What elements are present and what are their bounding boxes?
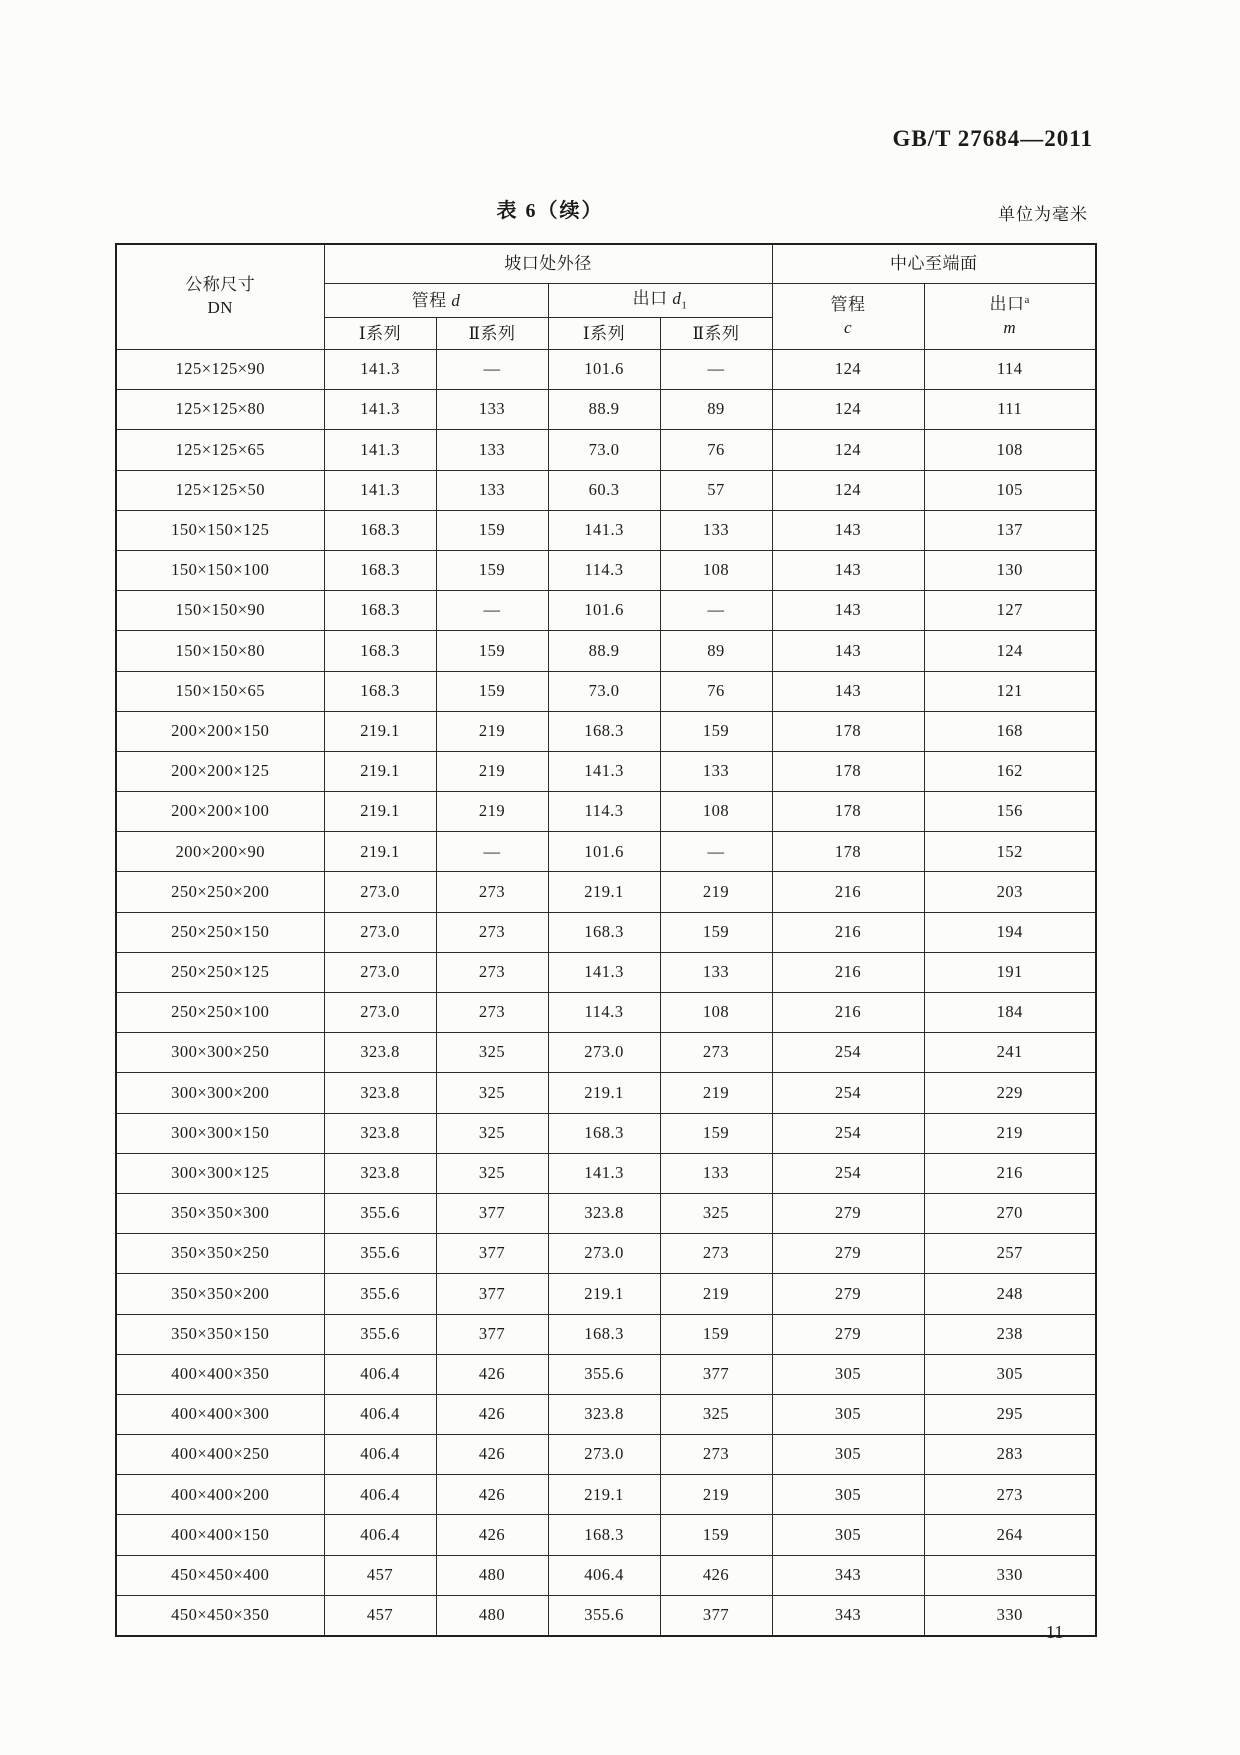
dn-cell: 150×150×80 (116, 631, 324, 671)
value-cell: 76 (660, 671, 772, 711)
dn-cell: 400×400×150 (116, 1515, 324, 1555)
value-cell: 159 (660, 912, 772, 952)
dn-cell: 300×300×200 (116, 1073, 324, 1113)
value-cell: 325 (436, 1033, 548, 1073)
value-cell: 76 (660, 430, 772, 470)
value-cell: 101.6 (548, 832, 660, 872)
value-cell: — (660, 832, 772, 872)
dn-cell: 400×400×300 (116, 1394, 324, 1434)
value-cell: 273 (660, 1435, 772, 1475)
value-cell: 219.1 (324, 751, 436, 791)
dn-cell: 350×350×250 (116, 1234, 324, 1274)
value-cell: 254 (772, 1153, 924, 1193)
value-cell: 114.3 (548, 993, 660, 1033)
value-cell: 159 (660, 1314, 772, 1354)
value-cell: 184 (924, 993, 1096, 1033)
dn-cell: 250×250×125 (116, 952, 324, 992)
value-cell: 162 (924, 751, 1096, 791)
value-cell: 141.3 (548, 510, 660, 550)
table-title: 表 6（续） (496, 200, 604, 222)
value-cell: 88.9 (548, 390, 660, 430)
value-cell: 480 (436, 1595, 548, 1636)
run-d-symbol: d (451, 290, 461, 310)
value-cell: 305 (772, 1475, 924, 1515)
value-cell: 305 (772, 1354, 924, 1394)
value-cell: 254 (772, 1113, 924, 1153)
header-cell-run-c (772, 284, 924, 350)
header-row-groups (116, 244, 1096, 284)
dn-cell: 450×450×350 (116, 1595, 324, 1636)
value-cell: 323.8 (324, 1153, 436, 1193)
value-cell: 168.3 (324, 671, 436, 711)
value-cell: 323.8 (324, 1113, 436, 1153)
value-cell: 279 (772, 1314, 924, 1354)
dn-cell: 200×200×150 (116, 711, 324, 751)
value-cell: 273 (436, 872, 548, 912)
value-cell: 73.0 (548, 430, 660, 470)
value-cell: 141.3 (548, 751, 660, 791)
series2-d1-label: Ⅱ系列 (692, 323, 740, 343)
value-cell: 216 (772, 952, 924, 992)
value-cell: 219.1 (548, 1073, 660, 1113)
value-cell: 141.3 (324, 470, 436, 510)
value-cell: 133 (436, 430, 548, 470)
table-row (116, 1354, 1096, 1394)
value-cell: 273 (436, 952, 548, 992)
table-row (116, 1475, 1096, 1515)
value-cell: 178 (772, 711, 924, 751)
dn-cell: 200×200×125 (116, 751, 324, 791)
header-cell-series1-d1 (548, 318, 660, 350)
table-row (116, 1435, 1096, 1475)
table-row (116, 1234, 1096, 1274)
unit-note: 单位为毫米 (998, 205, 1088, 224)
value-cell: 133 (436, 390, 548, 430)
run-c-symbol: c (843, 317, 853, 337)
value-cell: 133 (436, 470, 548, 510)
value-cell: 219 (436, 711, 548, 751)
value-cell: 124 (772, 390, 924, 430)
value-cell: 219.1 (324, 792, 436, 832)
value-cell: 216 (772, 993, 924, 1033)
value-cell: 178 (772, 832, 924, 872)
dn-cell: 300×300×125 (116, 1153, 324, 1193)
header-cell-series2-d1 (660, 318, 772, 350)
value-cell: 168.3 (324, 631, 436, 671)
outlet-m-symbol: m (1003, 317, 1017, 337)
value-cell: 377 (436, 1314, 548, 1354)
value-cell: 156 (924, 792, 1096, 832)
value-cell: 178 (772, 751, 924, 791)
value-cell: 219 (660, 872, 772, 912)
dn-cell: 200×200×100 (116, 792, 324, 832)
page-number: 11 (1046, 1622, 1064, 1642)
table-row (116, 711, 1096, 751)
value-cell: 108 (924, 430, 1096, 470)
table-row (116, 1193, 1096, 1233)
value-cell: 254 (772, 1033, 924, 1073)
value-cell: 124 (772, 430, 924, 470)
value-cell: 141.3 (548, 952, 660, 992)
value-cell: 406.4 (548, 1555, 660, 1595)
value-cell: 480 (436, 1555, 548, 1595)
value-cell: 325 (436, 1113, 548, 1153)
value-cell: 305 (924, 1354, 1096, 1394)
value-cell: 133 (660, 751, 772, 791)
value-cell: 124 (772, 350, 924, 390)
table-row (116, 1394, 1096, 1434)
outlet-m-footnote-mark: a (1024, 294, 1030, 307)
value-cell: 124 (772, 470, 924, 510)
center-to-end-label: 中心至端面 (890, 254, 978, 274)
value-cell: 305 (772, 1515, 924, 1555)
value-cell: 273.0 (548, 1435, 660, 1475)
value-cell: 279 (772, 1193, 924, 1233)
value-cell: 323.8 (324, 1073, 436, 1113)
value-cell: 426 (436, 1435, 548, 1475)
header-cell-outlet-m (924, 284, 1096, 350)
table-row (116, 1274, 1096, 1314)
table-row (116, 751, 1096, 791)
value-cell: 273 (436, 993, 548, 1033)
value-cell: 325 (660, 1394, 772, 1434)
value-cell: 426 (660, 1555, 772, 1595)
value-cell: 219.1 (548, 872, 660, 912)
value-cell: 248 (924, 1274, 1096, 1314)
dn-cell: 250×250×150 (116, 912, 324, 952)
value-cell: 101.6 (548, 350, 660, 390)
value-cell: 273 (660, 1033, 772, 1073)
value-cell: 229 (924, 1073, 1096, 1113)
value-cell: 141.3 (324, 350, 436, 390)
value-cell: 73.0 (548, 671, 660, 711)
table-row (116, 1555, 1096, 1595)
table-row (116, 350, 1096, 390)
value-cell: 216 (924, 1153, 1096, 1193)
value-cell: 141.3 (324, 430, 436, 470)
table-row (116, 1113, 1096, 1153)
value-cell: 254 (772, 1073, 924, 1113)
value-cell: 343 (772, 1555, 924, 1595)
table-row (116, 1515, 1096, 1555)
value-cell: 108 (660, 792, 772, 832)
value-cell: 137 (924, 510, 1096, 550)
value-cell: 273.0 (548, 1234, 660, 1274)
value-cell: 168.3 (548, 1515, 660, 1555)
value-cell: 219.1 (548, 1475, 660, 1515)
dn-cell: 350×350×200 (116, 1274, 324, 1314)
value-cell: 406.4 (324, 1354, 436, 1394)
dimensions-table (115, 243, 1097, 1637)
value-cell: 325 (660, 1193, 772, 1233)
dn-cell: 200×200×90 (116, 832, 324, 872)
header-cell-groove-outer-diameter (324, 244, 772, 284)
dn-cell: 250×250×200 (116, 872, 324, 912)
value-cell: 111 (924, 390, 1096, 430)
dn-cell: 150×150×125 (116, 510, 324, 550)
value-cell: 101.6 (548, 591, 660, 631)
value-cell: 89 (660, 631, 772, 671)
value-cell: 305 (772, 1394, 924, 1434)
outlet-d1-symbol: d (672, 288, 682, 308)
value-cell: 168.3 (324, 510, 436, 550)
value-cell: 89 (660, 390, 772, 430)
dn-label-line1: 公称尺寸 (185, 275, 256, 295)
value-cell: 377 (660, 1354, 772, 1394)
value-cell: 57 (660, 470, 772, 510)
value-cell: 279 (772, 1234, 924, 1274)
value-cell: 168.3 (548, 912, 660, 952)
value-cell: 143 (772, 550, 924, 590)
header-cell-series1-d (324, 318, 436, 350)
dn-cell: 450×450×400 (116, 1555, 324, 1595)
table-header (116, 244, 1096, 350)
value-cell: 273 (436, 912, 548, 952)
value-cell: 264 (924, 1515, 1096, 1555)
value-cell: 305 (772, 1435, 924, 1475)
value-cell: 203 (924, 872, 1096, 912)
value-cell: 355.6 (548, 1595, 660, 1636)
dn-cell: 125×125×90 (116, 350, 324, 390)
table-row (116, 1153, 1096, 1193)
value-cell: 108 (660, 993, 772, 1033)
value-cell: 273 (924, 1475, 1096, 1515)
value-cell: 105 (924, 470, 1096, 510)
value-cell: — (436, 832, 548, 872)
table-row (116, 550, 1096, 590)
table-row (116, 872, 1096, 912)
value-cell: 343 (772, 1595, 924, 1636)
value-cell: 219 (660, 1475, 772, 1515)
dn-cell: 350×350×150 (116, 1314, 324, 1354)
dn-cell: 300×300×150 (116, 1113, 324, 1153)
value-cell: 377 (436, 1193, 548, 1233)
value-cell: 325 (436, 1153, 548, 1193)
table-row (116, 1595, 1096, 1636)
series1-d1-label: Ⅰ系列 (582, 323, 626, 343)
value-cell: 127 (924, 591, 1096, 631)
value-cell: 355.6 (324, 1193, 436, 1233)
outlet-d1-label: 出口 (632, 288, 668, 308)
value-cell: 270 (924, 1193, 1096, 1233)
value-cell: 159 (660, 1113, 772, 1153)
value-cell: 355.6 (324, 1234, 436, 1274)
value-cell: 406.4 (324, 1394, 436, 1434)
value-cell: 114.3 (548, 550, 660, 590)
value-cell: 426 (436, 1475, 548, 1515)
table-body (116, 350, 1096, 1637)
table-row (116, 631, 1096, 671)
value-cell: 219 (660, 1073, 772, 1113)
value-cell: 159 (660, 1515, 772, 1555)
value-cell: 273 (660, 1234, 772, 1274)
header-cell-dn (116, 244, 324, 350)
value-cell: 159 (436, 671, 548, 711)
value-cell: 273.0 (324, 993, 436, 1033)
value-cell: — (660, 591, 772, 631)
value-cell: 257 (924, 1234, 1096, 1274)
value-cell: 426 (436, 1515, 548, 1555)
value-cell: 114 (924, 350, 1096, 390)
value-cell: 238 (924, 1314, 1096, 1354)
value-cell: 168.3 (548, 1314, 660, 1354)
value-cell: 295 (924, 1394, 1096, 1434)
value-cell: 159 (436, 631, 548, 671)
header-cell-center-to-end (772, 244, 1096, 284)
value-cell: 133 (660, 952, 772, 992)
value-cell: 130 (924, 550, 1096, 590)
value-cell: 273.0 (324, 952, 436, 992)
value-cell: 133 (660, 510, 772, 550)
value-cell: 377 (660, 1595, 772, 1636)
dn-cell: 125×125×80 (116, 390, 324, 430)
header-cell-run-d (324, 284, 548, 318)
value-cell: 191 (924, 952, 1096, 992)
value-cell: 141.3 (548, 1153, 660, 1193)
value-cell: 168.3 (324, 591, 436, 631)
table-row (116, 952, 1096, 992)
header-cell-series2-d (436, 318, 548, 350)
value-cell: 219.1 (324, 832, 436, 872)
value-cell: 273.0 (324, 912, 436, 952)
dn-cell: 400×400×250 (116, 1435, 324, 1475)
value-cell: 168.3 (324, 550, 436, 590)
value-cell: 377 (436, 1274, 548, 1314)
value-cell: 133 (660, 1153, 772, 1193)
value-cell: 330 (924, 1555, 1096, 1595)
value-cell: 143 (772, 671, 924, 711)
value-cell: 143 (772, 591, 924, 631)
dn-cell: 125×125×65 (116, 430, 324, 470)
series2-d-label: Ⅱ系列 (468, 323, 516, 343)
value-cell: 283 (924, 1435, 1096, 1475)
value-cell: 325 (436, 1073, 548, 1113)
dn-cell: 300×300×250 (116, 1033, 324, 1073)
dn-cell: 400×400×350 (116, 1354, 324, 1394)
table-row (116, 912, 1096, 952)
table-row (116, 993, 1096, 1033)
standard-number: GB/T 27684—2011 (892, 126, 1093, 151)
table-row (116, 430, 1096, 470)
dn-cell: 150×150×90 (116, 591, 324, 631)
value-cell: 406.4 (324, 1435, 436, 1475)
value-cell: 279 (772, 1274, 924, 1314)
table-row (116, 1033, 1096, 1073)
value-cell: 241 (924, 1033, 1096, 1073)
table-row (116, 671, 1096, 711)
value-cell: 108 (660, 550, 772, 590)
value-cell: 323.8 (324, 1033, 436, 1073)
value-cell: 114.3 (548, 792, 660, 832)
value-cell: 152 (924, 832, 1096, 872)
value-cell: 219 (436, 792, 548, 832)
dn-label-line2: DN (207, 298, 234, 317)
dn-cell: 350×350×300 (116, 1193, 324, 1233)
table-row (116, 510, 1096, 550)
table-row (116, 390, 1096, 430)
run-c-label: 管程 (830, 294, 866, 314)
value-cell: — (660, 350, 772, 390)
table-row (116, 792, 1096, 832)
value-cell: 355.6 (324, 1314, 436, 1354)
value-cell: 216 (772, 872, 924, 912)
value-cell: 219 (924, 1113, 1096, 1153)
run-d-label: 管程 (411, 290, 447, 310)
dn-cell: 400×400×200 (116, 1475, 324, 1515)
value-cell: 355.6 (324, 1274, 436, 1314)
value-cell: 330 (924, 1595, 1096, 1636)
value-cell: 406.4 (324, 1515, 436, 1555)
value-cell: 141.3 (324, 390, 436, 430)
value-cell: 143 (772, 631, 924, 671)
value-cell: 216 (772, 912, 924, 952)
dn-cell: 250×250×100 (116, 993, 324, 1033)
outlet-d1-subscript: 1 (681, 299, 688, 312)
outlet-m-label: 出口 (989, 294, 1025, 314)
value-cell: 143 (772, 510, 924, 550)
table-row (116, 470, 1096, 510)
value-cell: 323.8 (548, 1394, 660, 1434)
table-row (116, 832, 1096, 872)
groove-outer-diameter-label: 坡口处外径 (504, 254, 592, 274)
value-cell: 426 (436, 1354, 548, 1394)
value-cell: 219 (436, 751, 548, 791)
header-cell-outlet-d1 (548, 284, 772, 318)
value-cell: 178 (772, 792, 924, 832)
value-cell: 457 (324, 1555, 436, 1595)
dn-cell: 125×125×50 (116, 470, 324, 510)
table-row (116, 1073, 1096, 1113)
value-cell: 219.1 (548, 1274, 660, 1314)
dn-cell: 150×150×65 (116, 671, 324, 711)
value-cell: 219 (660, 1274, 772, 1314)
value-cell: 377 (436, 1234, 548, 1274)
value-cell: 60.3 (548, 470, 660, 510)
series1-d-label: Ⅰ系列 (358, 323, 402, 343)
value-cell: 124 (924, 631, 1096, 671)
value-cell: 426 (436, 1394, 548, 1434)
value-cell: 159 (436, 510, 548, 550)
value-cell: 88.9 (548, 631, 660, 671)
dn-cell: 150×150×100 (116, 550, 324, 590)
value-cell: 406.4 (324, 1475, 436, 1515)
value-cell: 194 (924, 912, 1096, 952)
value-cell: 168.3 (548, 1113, 660, 1153)
value-cell: — (436, 591, 548, 631)
value-cell: 457 (324, 1595, 436, 1636)
table-row (116, 591, 1096, 631)
value-cell: 273.0 (548, 1033, 660, 1073)
value-cell: 168 (924, 711, 1096, 751)
value-cell: 159 (436, 550, 548, 590)
value-cell: 159 (660, 711, 772, 751)
value-cell: 168.3 (548, 711, 660, 751)
table-row (116, 1314, 1096, 1354)
value-cell: 219.1 (324, 711, 436, 751)
value-cell: 121 (924, 671, 1096, 711)
value-cell: 355.6 (548, 1354, 660, 1394)
value-cell: 273.0 (324, 872, 436, 912)
value-cell: 323.8 (548, 1193, 660, 1233)
value-cell: — (436, 350, 548, 390)
